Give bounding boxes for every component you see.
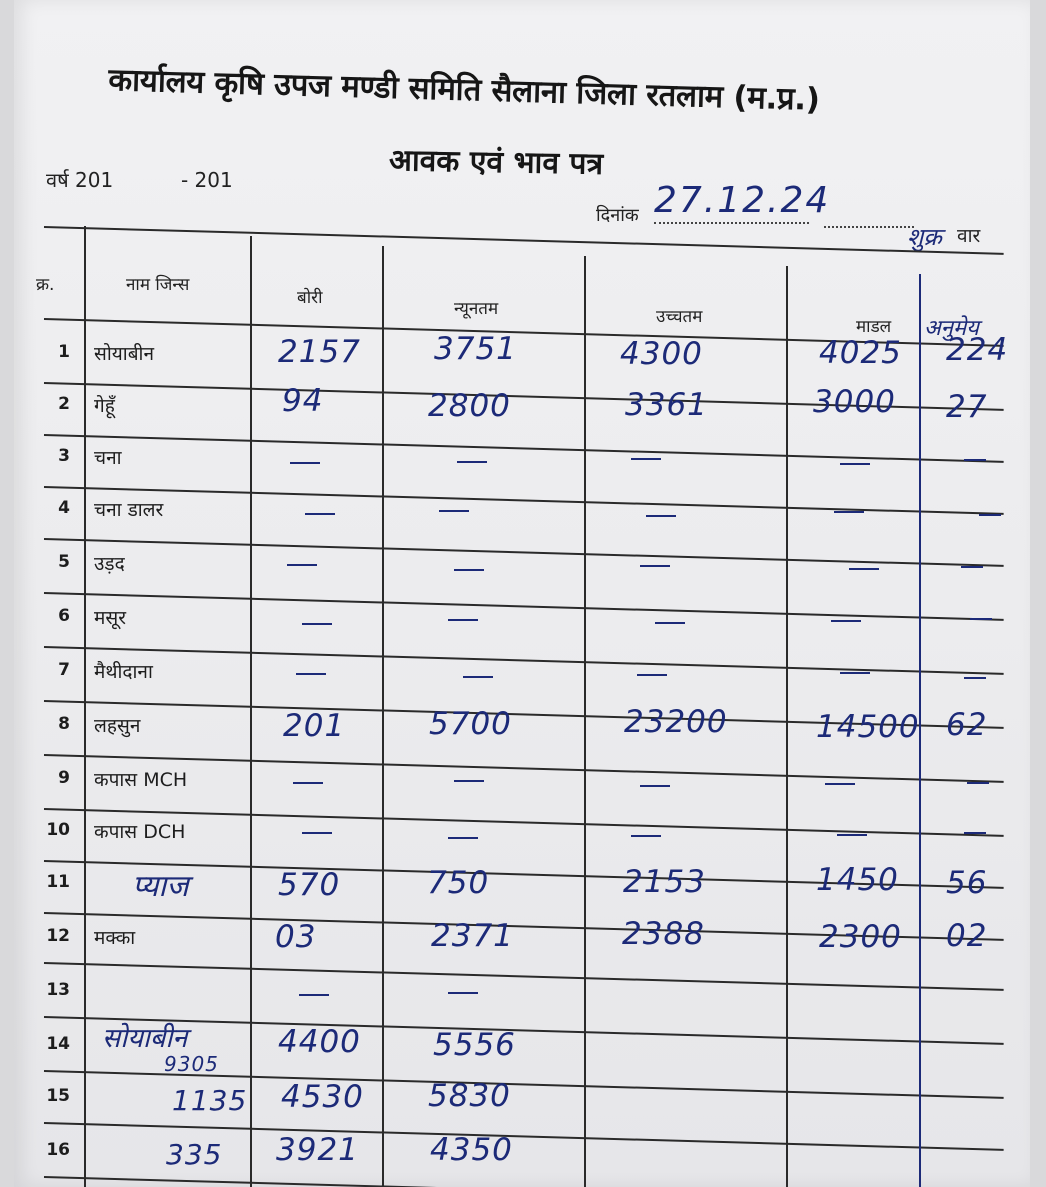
row-min-dash [439, 510, 469, 512]
row-min-value: 3751 [434, 331, 517, 367]
row-bori-value: 03 [275, 919, 317, 955]
row-serial: 6 [58, 606, 70, 626]
row-model-value: 2300 [819, 919, 902, 955]
row-crop-name: चना [94, 447, 122, 469]
row-max-dash [631, 835, 661, 837]
form-subtitle: आवक एवं भाव पत्र [388, 143, 604, 182]
year-prefix: वर्ष 201 [46, 168, 114, 192]
row-serial: 14 [46, 1034, 70, 1054]
row-min-value: 750 [427, 865, 490, 901]
row-extra-dash [964, 677, 986, 679]
row-bori-value: 4530 [281, 1079, 364, 1115]
row-bori-value: 201 [283, 708, 346, 744]
row-max-value: 3361 [625, 387, 708, 423]
row-serial: 7 [58, 660, 70, 680]
row-model-value: 14500 [816, 709, 920, 745]
row-crop-name: सोयाबीन [94, 343, 155, 365]
row-bori-value: 94 [282, 383, 324, 419]
row-crop-name: मक्का [94, 927, 136, 949]
row-max-dash [646, 515, 676, 517]
col-header-max: उच्चतम [656, 307, 703, 327]
table-rule [44, 226, 1004, 255]
table-rule [44, 1176, 1004, 1187]
row-max-value: 23200 [624, 704, 728, 740]
row-min-dash [448, 837, 478, 839]
day-label: वार [957, 225, 981, 247]
row-crop-name: चना डालर [94, 499, 164, 521]
table-rule [44, 808, 1004, 837]
row-min-value: 2800 [428, 388, 511, 424]
row-min-value: 2371 [431, 918, 514, 954]
row-min-value: 5830 [428, 1078, 511, 1114]
row-bori-dash [290, 462, 320, 464]
row-bori-dash [302, 623, 332, 625]
row-extra-value: 62 [946, 707, 988, 743]
date-value: 27.12.24 [654, 180, 831, 221]
table-rule [44, 754, 1004, 783]
table-column-rule [584, 256, 586, 1187]
row-bori-value: 4400 [278, 1024, 361, 1060]
row-extra-dash [979, 514, 1001, 516]
col-header-name: नाम जिन्स [126, 275, 190, 295]
row-extra-dash [967, 782, 989, 784]
row-crop-name: प्याज [132, 869, 189, 904]
row-crop-name: सोयाबीन [102, 1023, 188, 1054]
row-crop-name: कपास DCH [94, 821, 186, 843]
row-max-value: 2153 [623, 864, 706, 900]
row-extra-value: 224 [946, 332, 1009, 368]
row-serial: 3 [58, 446, 70, 466]
row-serial: 8 [58, 714, 70, 734]
table-column-rule [84, 226, 86, 1187]
row-extra-dash [970, 618, 992, 620]
row-model-dash [837, 834, 867, 836]
row-crop-name: उड़द [94, 553, 125, 575]
table-column-rule [786, 266, 788, 1187]
day-dotted-line [824, 226, 914, 228]
row-max-dash [655, 622, 685, 624]
row-serial: 9 [58, 768, 70, 788]
row-bori-dash [302, 832, 332, 834]
row-crop-name: कपास MCH [94, 769, 188, 791]
row-bori-value: 2157 [278, 334, 361, 370]
row-max-dash [631, 458, 661, 460]
row-model-dash [840, 672, 870, 674]
col-header-min: न्यूनतम [454, 299, 499, 319]
row-min-value: 5556 [433, 1027, 516, 1063]
table-column-rule [250, 236, 252, 1187]
row-serial: 5 [58, 552, 70, 572]
form-sheet [14, 0, 1030, 1187]
row-min-value: 5700 [429, 706, 512, 742]
row-serial: 2 [58, 394, 70, 414]
row-extra-value: 27 [946, 389, 988, 425]
row-model-dash [840, 463, 870, 465]
row-extra-dash [961, 566, 983, 568]
year-field [46, 166, 233, 193]
row-min-dash [448, 992, 478, 994]
office-title: कार्यालय कृषि उपज मण्डी समिति सैलाना जिला रतलाम (म.प्र.) [107, 61, 821, 118]
row-min-dash [448, 619, 478, 621]
row-min-value: 4350 [430, 1132, 513, 1168]
row-min-dash [454, 780, 484, 782]
table-rule [44, 592, 1004, 621]
row-extra-value: 02 [946, 918, 988, 954]
row-serial: 1 [58, 342, 70, 362]
date-label: दिनांक [596, 205, 639, 226]
row-bori-dash [293, 782, 323, 784]
row-model-value: 1450 [816, 862, 899, 898]
row-bori-dash [305, 513, 335, 515]
day-value: शुक्र [907, 223, 942, 251]
table-rule [44, 434, 1004, 463]
table-rule [44, 962, 1004, 991]
row-serial: 15 [46, 1086, 70, 1106]
row-serial: 12 [46, 926, 70, 946]
row-extra-value: 56 [946, 865, 988, 901]
row-model-dash [834, 511, 864, 513]
row-model-value: 3000 [813, 384, 896, 420]
row-model-dash [831, 620, 861, 622]
row-bori-value: 3921 [276, 1132, 359, 1168]
date-dotted-line [654, 222, 809, 224]
col-header-model: माडल [856, 317, 892, 337]
row-crop-name: मैथीदाना [94, 661, 153, 683]
row-serial: 13 [46, 980, 70, 1000]
table-rule [44, 1016, 1004, 1045]
row-min-dash [463, 676, 493, 678]
col-header-sn: क्र. [36, 275, 55, 295]
row-max-dash [640, 785, 670, 787]
row-extra-dash [964, 459, 986, 461]
row-extra-dash [964, 832, 986, 834]
col-header-bori: बोरी [297, 288, 323, 308]
row-crop-name: लहसुन [94, 715, 141, 737]
row-serial: 4 [58, 498, 70, 518]
row-max-dash [637, 674, 667, 676]
table-rule [44, 646, 1004, 675]
side-note-row16: 335 [166, 1138, 223, 1171]
row-max-value: 4300 [620, 336, 703, 372]
row-model-dash [849, 568, 879, 570]
row-max-dash [640, 565, 670, 567]
row-model-dash [825, 783, 855, 785]
side-note-row15: 1135 [172, 1084, 248, 1117]
row-bori-dash [299, 994, 329, 996]
row-serial: 11 [46, 872, 70, 892]
row-min-dash [457, 461, 487, 463]
row-model-value: 4025 [819, 335, 902, 371]
row-bori-dash [287, 564, 317, 566]
row-crop-name: मसूर [94, 607, 126, 629]
year-suffix: - 201 [180, 168, 233, 192]
row-bori-value: 570 [278, 867, 341, 903]
side-note-row14: 9305 [164, 1052, 219, 1076]
table-rule [44, 538, 1004, 567]
row-crop-name: गेहूँ [94, 395, 115, 417]
table-column-rule [382, 246, 384, 1187]
row-max-value: 2388 [622, 916, 705, 952]
row-min-dash [454, 569, 484, 571]
row-bori-dash [296, 673, 326, 675]
row-serial: 10 [46, 820, 70, 840]
row-serial: 16 [46, 1140, 70, 1160]
col-header-extra: अनुमेय [924, 316, 979, 341]
